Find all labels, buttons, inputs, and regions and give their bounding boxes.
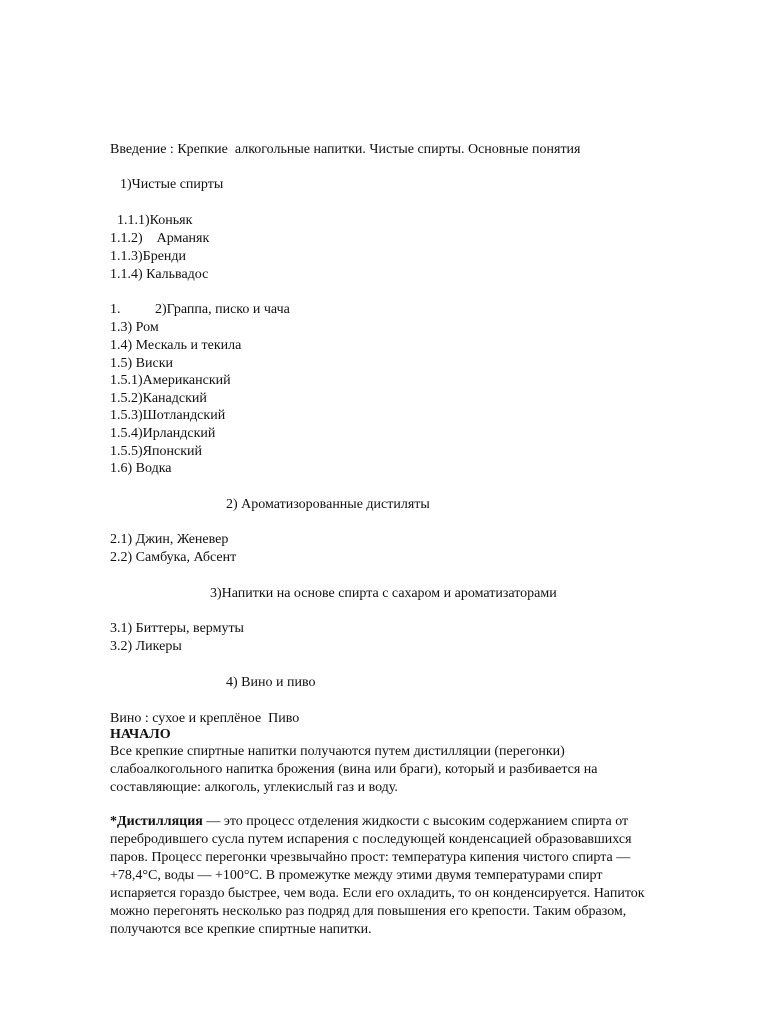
list-item: 2.1) Джин, Женевер [110,532,229,547]
paragraph-line: составляющие: алкоголь, углекислый газ и воду. [110,780,398,795]
list-item: 1.5.5)Японский [110,444,202,459]
wine-line: Вино : сухое и креплёное Пиво [110,711,300,726]
section-1-title: 1)Чистые спирты [120,177,224,192]
section-4-title: 4) Вино и пиво [226,675,316,690]
grappa-title: 2)Граппа, писко и чача [155,302,290,317]
paragraph-line: получаются все крепкие спиртные напитки. [110,922,372,937]
list-item: 1.5.3)Шотландский [110,408,226,423]
list-item: 1.4) Мескаль и текила [110,338,242,353]
paragraph-text: — это процесс отделения жидкости с высоким содержанием спирта от [202,814,629,829]
list-item: 1.6) Водка [110,461,172,476]
grappa-number: 1. [110,302,121,317]
list-item: 1.5.2)Канадский [110,391,207,406]
list-item: 1.5.4)Ирландский [110,426,216,441]
distillation-term: *Дистилляция [110,814,203,829]
start-heading: НАЧАЛО [110,727,171,742]
list-item: 1.3) Ром [110,320,159,335]
paragraph-line: слабоалкогольного напитка брожения (вина или браги), который и разбивается на [110,762,598,777]
paragraph-line: +78,4°С, воды — +100°С. В промежутке между этими двумя температурами спирт [110,868,603,883]
list-item: 1.5.1)Американский [110,373,231,388]
intro-line: Введение : Крепкие алкогольные напитки. Чистые спирты. Основные понятия [110,142,581,157]
list-item: 1.1.3)Бренди [110,249,187,264]
section-3-title: 3)Напитки на основе спирта с сахаром и ароматизаторами [210,586,557,601]
paragraph-line [110,813,720,831]
distillation-paragraph [110,813,720,939]
paragraph-line: Все крепкие спиртные напитки получаются путем дистилляции (перегонки) [110,744,565,759]
list-item: 3.1) Биттеры, вермуты [110,621,244,636]
intro-paragraph [110,743,720,797]
list-item: 3.2) Ликеры [110,639,182,654]
list-item: 1.1.1)Коньяк [117,213,193,228]
paragraph-line: можно перегонять несколько раз подряд для повышения его крепости. Таким образом, [110,904,627,919]
list-item: 1.1.2) Арманяк [110,231,210,246]
paragraph-line: паров. Процесс перегонки чрезвычайно прост: температура кипения чистого спирта — [110,850,631,865]
list-item: 1.5) Виски [110,356,173,371]
section-2-title: 2) Ароматизорованные дистиляты [226,497,430,512]
paragraph-line: испаряется гораздо быстрее, чем вода. Если его охладить, то он конденсируется. Напиток [110,886,645,901]
paragraph-line: перебродившего сусла путем испарения с последующей конденсацией образовавшихся [110,832,632,847]
list-item: 1.1.4) Кальвадос [110,267,209,282]
list-item: 2.2) Самбука, Абсент [110,550,237,565]
